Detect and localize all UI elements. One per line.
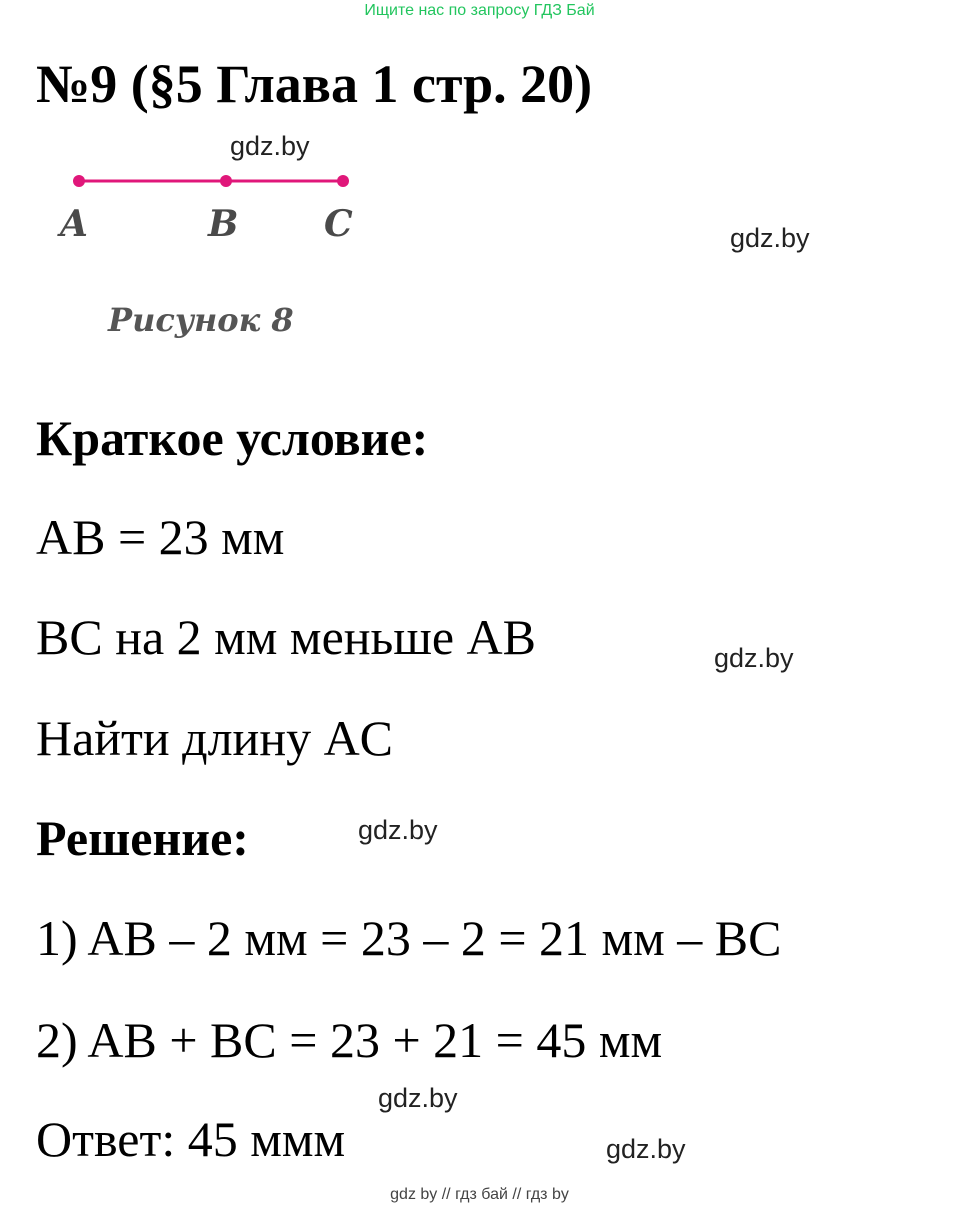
condition-line: Найти длину AC (36, 710, 394, 766)
solution-heading: Решение: (36, 810, 249, 866)
top-banner[interactable]: Ищите нас по запросу ГДЗ Бай (364, 2, 595, 19)
condition-line: AB = 23 мм (36, 509, 285, 565)
point-c (337, 175, 349, 187)
watermark: gdz.by (606, 1134, 686, 1164)
point-b (220, 175, 232, 187)
point-a (73, 175, 85, 187)
point-label-a: A (60, 203, 88, 245)
solution-step: 2) AB + BC = 23 + 21 = 45 мм (36, 1012, 663, 1068)
condition-line: BC на 2 мм меньше AB (36, 609, 536, 665)
solution-step: 1) AB – 2 мм = 23 – 2 = 21 мм – BC (36, 910, 782, 966)
condition-heading: Краткое условие: (36, 410, 429, 466)
point-label-c: C (324, 203, 353, 245)
watermark: gdz.by (230, 131, 310, 161)
watermark: gdz.by (714, 643, 794, 673)
page-title: №9 (§5 Глава 1 стр. 20) (36, 54, 593, 114)
answer: Ответ: 45 ммм (36, 1111, 346, 1167)
watermark: gdz.by (730, 223, 810, 253)
watermark: gdz.by (358, 815, 438, 845)
footer-links[interactable]: gdz by // гдз бай // гдз by (390, 1186, 569, 1203)
point-label-b: B (208, 203, 239, 245)
segment-figure (60, 166, 360, 196)
figure-caption: Рисунок 8 (108, 301, 294, 339)
watermark: gdz.by (378, 1083, 458, 1113)
